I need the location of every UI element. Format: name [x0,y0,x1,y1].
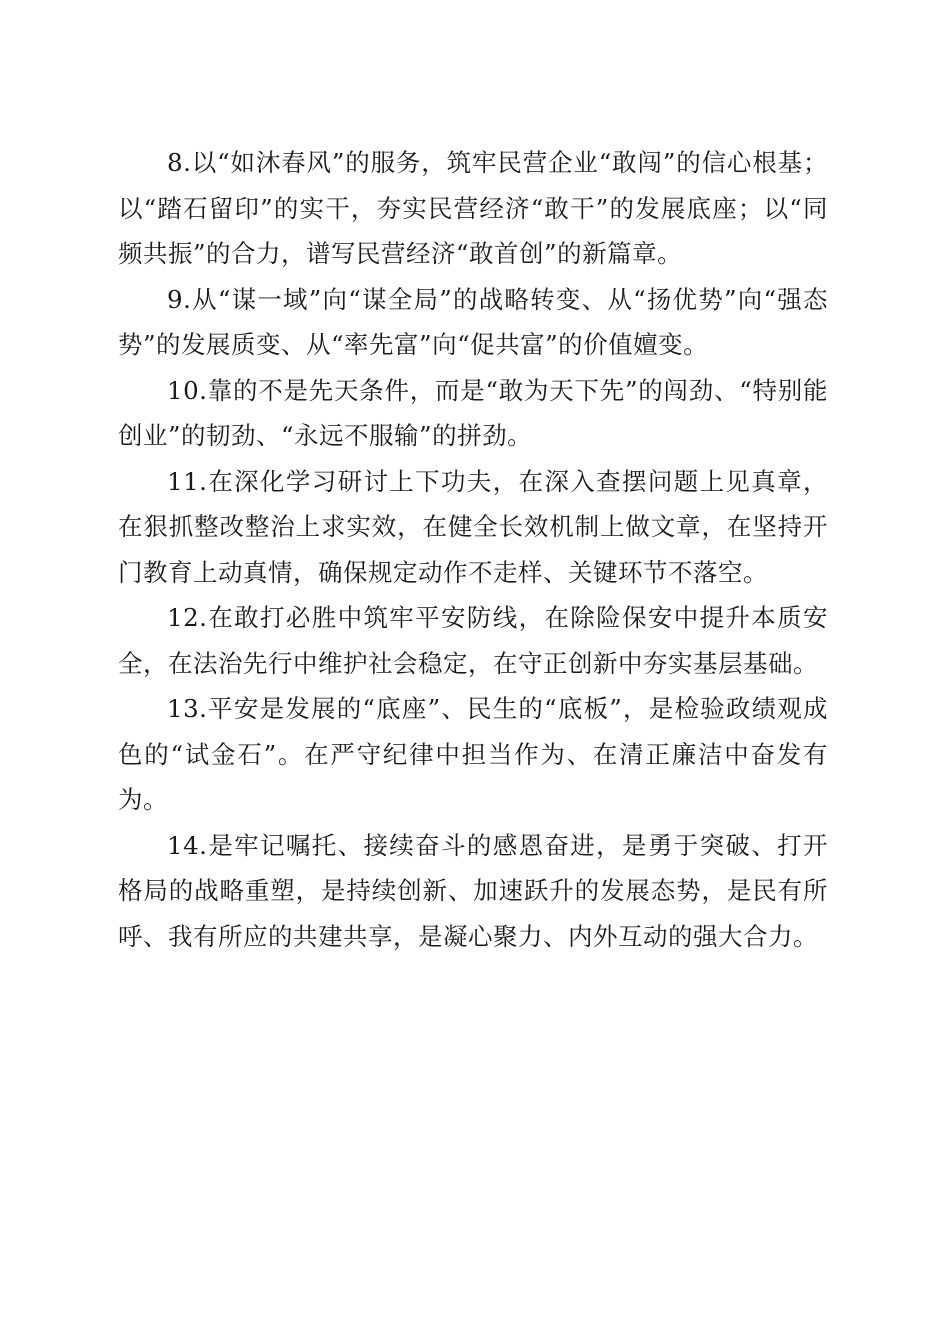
paragraph-14 [118,823,828,960]
paragraph-number: 14. [167,830,208,860]
document-body [118,140,828,959]
paragraph-number: 9. [167,284,192,314]
paragraph-9 [118,277,828,368]
paragraph-number: 11. [167,466,208,496]
paragraph-number: 13. [167,694,208,723]
paragraph-text: 是牢记嘱托、接续奋斗的感恩奋进，是勇于突破、打开格局的战略重塑，是持续创新、加速跃升的发展态势，是民有所呼、我有所应的共建共享，是凝心聚力、内外互动的强大合力。 [118,830,828,951]
paragraph-text: 靠的不是先天条件，而是“敢为天下先”的闯劲、“特别能创业”的韧劲、“永远不服输”的拼劲。 [118,375,828,450]
paragraph-text: 在深化学习研讨上下功夫，在深入查摆问题上见真章，在狠抓整改整治上求实效，在健全长效机制上做文章，在坚持开门教育上动真情，确保规定动作不走样、关键环节不落空。 [118,466,828,587]
paragraph-12 [118,595,828,686]
paragraph-13 [118,686,828,823]
paragraph-text: 平安是发展的“底座”、民生的“底板”，是检验政绩观成色的“试金石”。在严守纪律中担当作为、在清正廉洁中奋发有为。 [118,694,828,814]
paragraph-number: 10. [167,375,208,405]
paragraph-8 [118,140,828,277]
paragraph-text: 以“如沐春风”的服务，筑牢民营企业“敢闯”的信心根基；以“踏石留印”的实干，夯实民营经济“敢干”的发展底座；以“同频共振”的合力，谱写民营经济“敢首创”的新篇章。 [118,148,828,268]
paragraph-text: 在敢打必胜中筑牢平安防线，在除险保安中提升本质安全，在法治先行中维护社会稳定，在守正创新中夯实基层基础。 [118,603,828,678]
paragraph-10 [118,368,828,459]
paragraph-text: 从“谋一域”向“谋全局”的战略转变、从“扬优势”向“强态势”的发展质变、从“率先富”向“促共富”的价值嬗变。 [118,284,828,359]
paragraph-number: 8. [167,148,192,177]
paragraph-11 [118,459,828,596]
paragraph-number: 12. [167,603,208,632]
